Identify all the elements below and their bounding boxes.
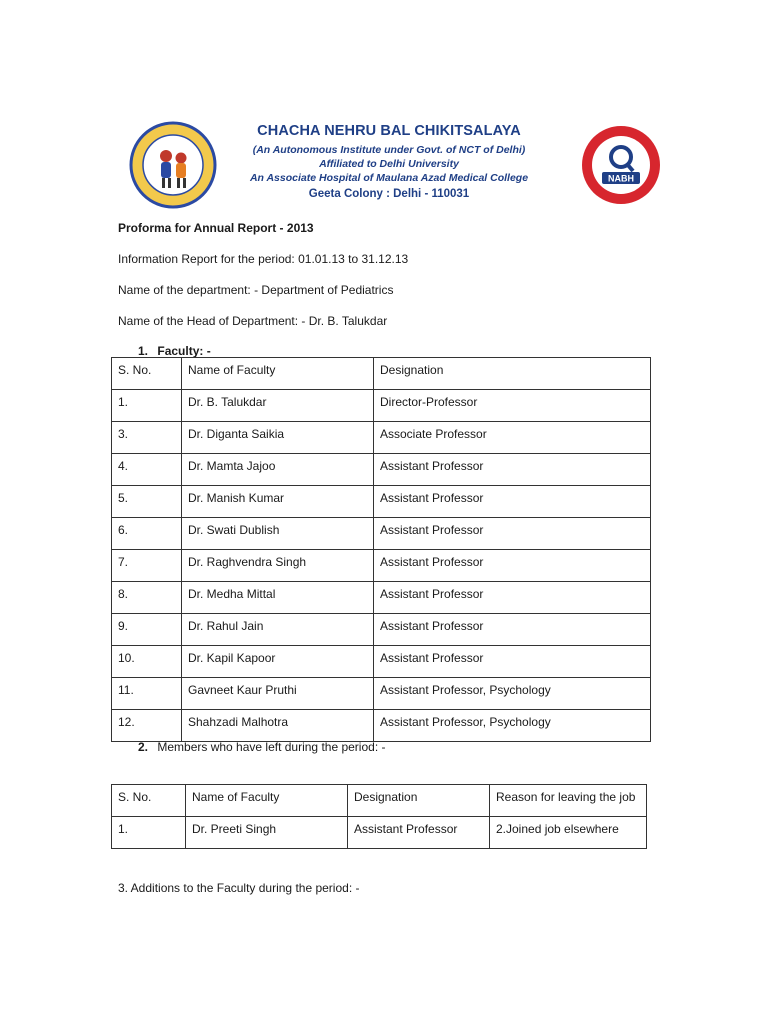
table-cell: 1. [112,817,186,849]
table-cell: Assistant Professor [374,614,651,646]
table-cell: Director-Professor [374,390,651,422]
table-cell: Dr. Preeti Singh [186,817,348,849]
table-cell: Shahzadi Malhotra [182,710,374,742]
table-row [112,614,651,646]
faculty-table-header [112,358,651,390]
header-cell: Name of Faculty [182,358,374,390]
table-cell: Dr. Rahul Jain [182,614,374,646]
table-row [112,454,651,486]
table-cell: 11. [112,678,182,710]
table-cell: Gavneet Kaur Pruthi [182,678,374,710]
header-address: Geeta Colony : Delhi - 110031 [308,188,470,200]
section-2-title: Members who have left during the period: - [157,740,386,754]
section-2-number: 2. [138,740,149,754]
document-header [200,123,578,200]
table-row [112,582,651,614]
section-3-heading: 3. Additions to the Faculty during the period: - [118,881,360,895]
table-cell: Assistant Professor [374,454,651,486]
members-left-table [111,784,647,849]
section-1-heading [138,344,211,358]
table-cell: 6. [112,518,182,550]
table-cell: Assistant Professor [374,518,651,550]
header-cell: S. No. [112,785,186,817]
table-row [112,678,651,710]
table-cell: 4. [112,454,182,486]
table-cell: 12. [112,710,182,742]
table-cell: Dr. B. Talukdar [182,390,374,422]
table-cell: 5. [112,486,182,518]
section-1-number: 1. [138,344,149,358]
table-row [112,646,651,678]
section-1-title: Faculty: - [157,344,211,358]
head-of-department: Name of the Head of Department: - Dr. B. Talukdar [118,314,388,328]
table-cell: Assistant Professor [374,646,651,678]
table-row [112,486,651,518]
header-cell: S. No. [112,358,182,390]
table-row [112,550,651,582]
proforma-title: Proforma for Annual Report - 2013 [118,221,314,235]
table-cell: 3. [112,422,182,454]
table-cell: Assistant Professor [348,817,490,849]
table-cell: Assistant Professor [374,550,651,582]
header-line-3: An Associate Hospital of Maulana Azad Medical College [249,172,529,184]
table-cell: 9. [112,614,182,646]
table-cell: Dr. Diganta Saikia [182,422,374,454]
table-cell: Assistant Professor, Psychology [374,710,651,742]
table-row [112,422,651,454]
section-2-heading [138,740,385,754]
table-cell: Assistant Professor, Psychology [374,678,651,710]
table-row [112,390,651,422]
header-cell: Designation [374,358,651,390]
table-cell: Assistant Professor [374,582,651,614]
table-cell: 10. [112,646,182,678]
table-cell: Assistant Professor [374,486,651,518]
table-cell: Dr. Manish Kumar [182,486,374,518]
table-cell: Associate Professor [374,422,651,454]
table-row [112,518,651,550]
table-cell: Dr. Raghvendra Singh [182,550,374,582]
header-line-2: Affiliated to Delhi University [319,158,459,170]
members-left-table-header [112,785,647,817]
department-name: Name of the department: - Department of Pediatrics [118,283,394,297]
header-line-1: (An Autonomous Institute under Govt. of NCT of Delhi) [252,144,526,156]
header-cell: Name of Faculty [186,785,348,817]
table-row [112,710,651,742]
report-period: Information Report for the period: 01.01.13 to 31.12.13 [118,252,409,266]
hospital-name: CHACHA NEHRU BAL CHIKITSALAYA [257,123,521,139]
table-cell: 8. [112,582,182,614]
table-cell: 2.Joined job elsewhere [490,817,647,849]
table-cell: Dr. Mamta Jajoo [182,454,374,486]
header-cell: Designation [348,785,490,817]
table-cell: Dr. Kapil Kapoor [182,646,374,678]
table-cell: Dr. Swati Dublish [182,518,374,550]
header-cell: Reason for leaving the job [490,785,647,817]
table-row [112,817,647,849]
nabh-logo [580,124,662,206]
faculty-table [111,357,651,742]
table-cell: 1. [112,390,182,422]
table-cell: Dr. Medha Mittal [182,582,374,614]
table-cell: 7. [112,550,182,582]
nabh-logo-text: NABH [608,173,634,184]
